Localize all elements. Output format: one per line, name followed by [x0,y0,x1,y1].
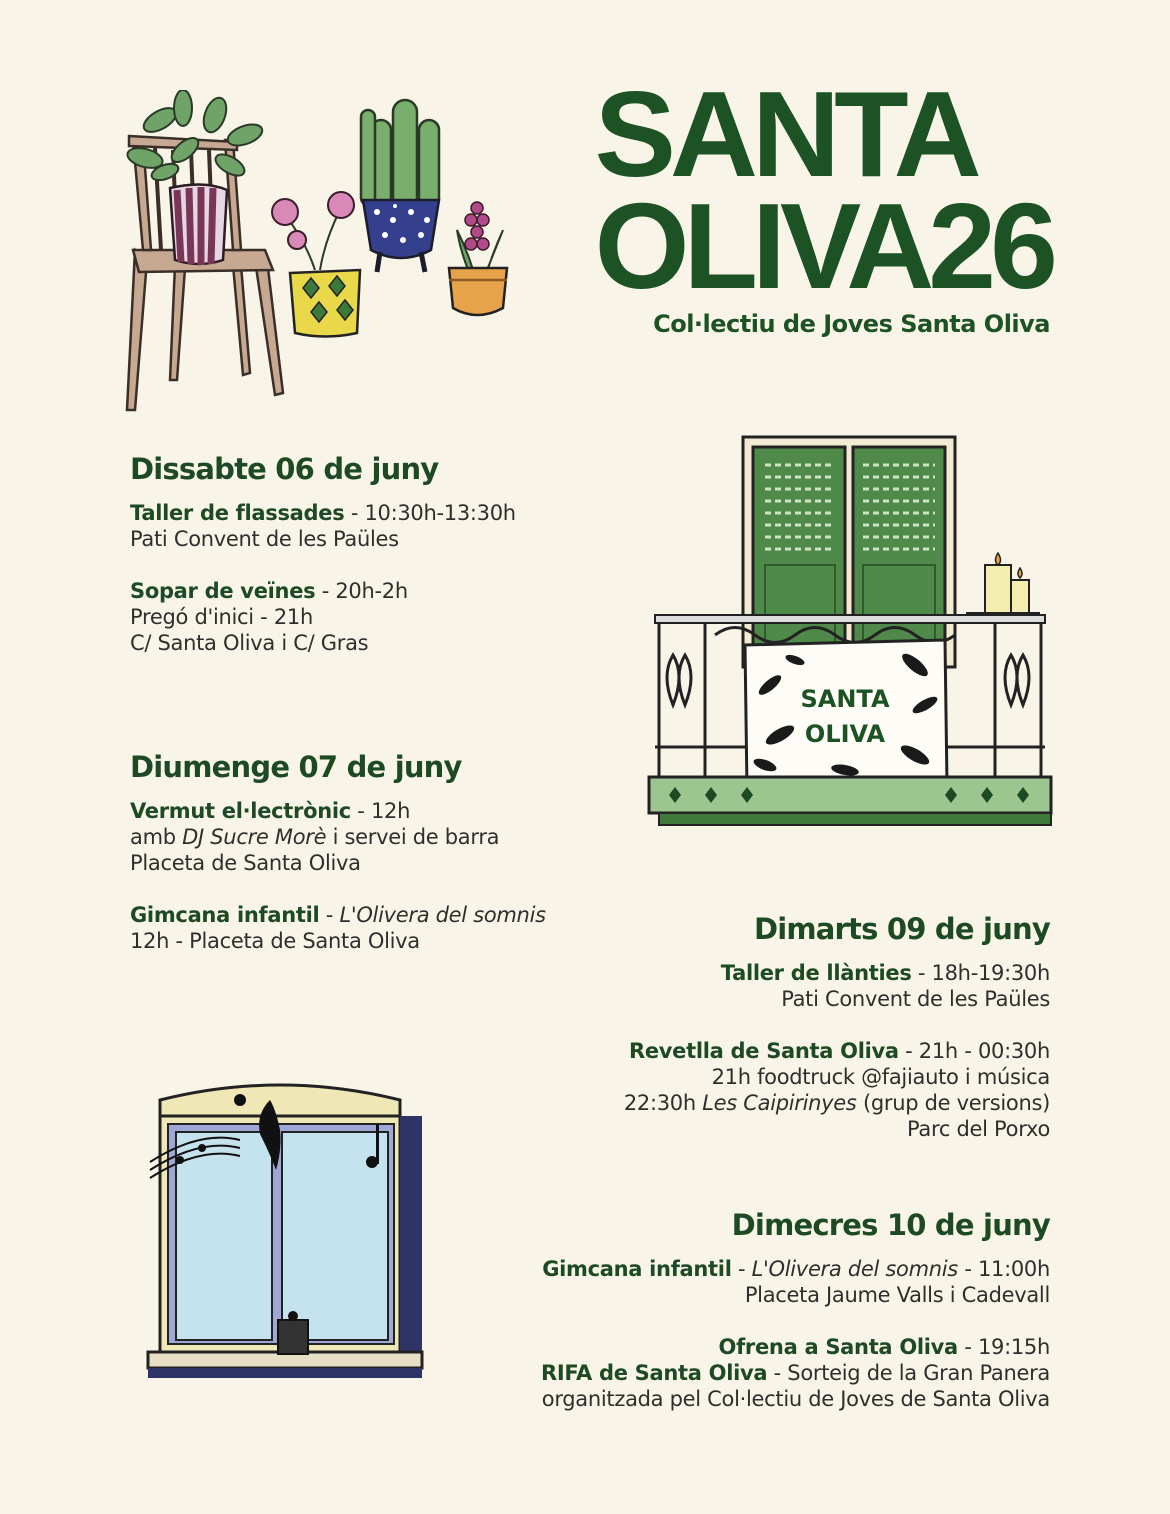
banner-text-line-1: SANTA [800,685,890,713]
event [530,1038,1050,1142]
event-place: C/ Santa Oliva i C/ Gras [130,631,369,655]
event-time: - 21h - 00:30h [898,1039,1050,1063]
event-detail-post: i servei de barra [326,825,500,849]
event-detail: 21h foodtruck @fajiauto i música [711,1065,1050,1089]
event-place: Pati Convent de les Paüles [781,987,1050,1011]
event-time: - 20h-2h [315,579,408,603]
event-name: Sopar de veïnes [130,579,316,603]
event-time: - 19:15h [957,1335,1050,1359]
day-heading: Dimarts 09 de juny [753,912,1050,946]
event [130,578,590,656]
event [530,960,1050,1012]
event-time: - 18h-19:30h [911,961,1050,985]
event-band: Les Caipirinyes [702,1091,857,1115]
event-place: Placeta Jaume Valls i Cadevall [744,1283,1050,1307]
event-detail: Pregó d'inici - 21h [130,605,313,629]
event [430,1334,1050,1412]
day-heading: Dimecres 10 de juny [731,1208,1050,1242]
day-section-tuesday [530,912,1050,1168]
day-section-saturday [130,452,590,682]
banner-text-line-2: OLIVA [804,720,886,748]
event-name: Taller de llànties [720,961,912,985]
event-time: - 10:30h-13:30h [344,501,516,525]
event-place: Placeta de Santa Oliva [130,851,361,875]
day-section-wednesday [430,1208,1050,1438]
event-artist: DJ Sucre Morè [182,825,327,849]
event-place: 12h - Placeta de Santa Oliva [130,929,420,953]
event-detail-pre: 22:30h [623,1091,703,1115]
event-name: RIFA de Santa Oliva [541,1361,768,1385]
day-heading: Diumenge 07 de juny [130,750,462,784]
event-name: Taller de flassades [130,501,345,525]
event-sep: - [731,1257,752,1281]
event-detail-pre: amb [130,825,183,849]
event-name: Ofrena a Santa Oliva [718,1335,958,1359]
event-subtitle: L'Olivera del somnis [751,1257,958,1281]
day-heading: Dissabte 06 de juny [130,452,439,486]
event-name: Gimcana infantil [130,903,320,927]
title-line-1: SANTA [594,66,976,202]
plants-chair-illustration [115,90,525,420]
event-detail: - Sorteig de la Gran Panera [767,1361,1050,1385]
event-name: Revetlla de Santa Oliva [628,1039,899,1063]
balcony-illustration [645,435,1065,830]
event-place: Parc del Porxo [906,1117,1050,1141]
event-organizer: organitzada pel Col·lectiu de Joves de Santa Oliva [541,1387,1050,1411]
event-time: - 11:00h [957,1257,1050,1281]
title-line-2: OLIVA26 [594,178,1052,314]
window-illustration [140,1080,430,1390]
event-sep: - [319,903,340,927]
event [430,1256,1050,1308]
page-title [594,66,1052,314]
subtitle: Col·lectiu de Joves Santa Oliva [653,310,1050,338]
event-name: Gimcana infantil [542,1257,732,1281]
event-detail-post: (grup de versions) [856,1091,1050,1115]
event-name: Vermut el·lectrònic [130,799,351,823]
event [130,798,600,876]
event [130,500,590,552]
event-place: Pati Convent de les Paüles [130,527,399,551]
event-subtitle: L'Olivera del somnis [339,903,546,927]
event-time: - 12h [350,799,411,823]
